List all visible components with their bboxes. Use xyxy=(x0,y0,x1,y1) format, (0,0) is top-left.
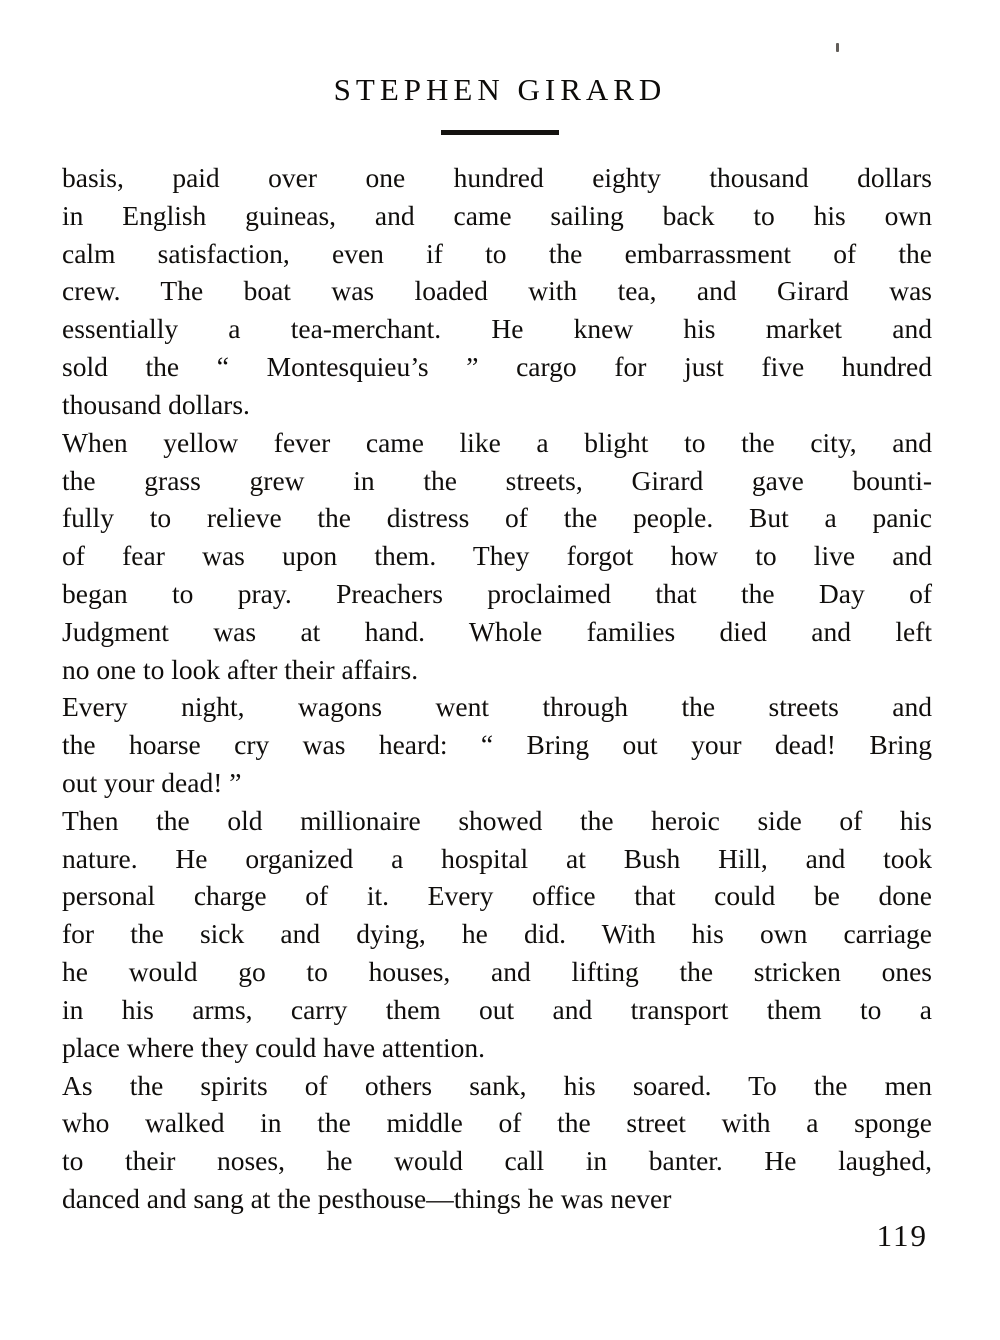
text-line: he would go to houses, and lifting the stricken ones xyxy=(62,956,932,988)
text-line: in his arms, carry them out and transport them to a xyxy=(62,993,932,1025)
text-line: As the spirits of others sank, his soared. To the men xyxy=(62,1069,932,1101)
text-line: to their noses, he would call in banter. He laughed, xyxy=(62,1145,932,1177)
text-line: Every night, wagons went through the streets and xyxy=(62,691,932,723)
text-line: place where they could have attention. xyxy=(62,1031,486,1063)
text-line: When yellow fever came like a blight to the city, and xyxy=(62,426,932,458)
text-line: began to pray. Preachers proclaimed that the Day of xyxy=(62,577,932,609)
text-line: thousand dollars. xyxy=(62,388,250,420)
text-line: the grass grew in the streets, Girard gave bounti- xyxy=(62,464,932,496)
text-line: for the sick and dying, he did. With his own carriage xyxy=(62,918,932,950)
text-line: personal charge of it. Every office that could be done xyxy=(62,880,932,912)
text-line: in English guineas, and came sailing back to his own xyxy=(62,199,932,231)
paragraph xyxy=(62,1067,932,1218)
text-line: out your dead! ” xyxy=(62,767,242,798)
text-line: calm satisfaction, even if to the embarrassment of the xyxy=(62,237,932,269)
paragraph xyxy=(62,424,932,689)
header-rule xyxy=(441,130,559,135)
text-line: crew. The boat was loaded with tea, and Girard was xyxy=(62,275,932,307)
text-line: essentially a tea-merchant. He knew his market and xyxy=(62,313,932,345)
text-line: nature. He organized a hospital at Bush Hill, and took xyxy=(62,842,932,874)
paragraph xyxy=(62,688,932,801)
paragraph xyxy=(62,802,932,1067)
page-number: 119 xyxy=(876,1218,928,1253)
body-text xyxy=(62,159,932,1218)
running-head: STEPHEN GIRARD xyxy=(333,72,667,107)
text-line: basis, paid over one hundred eighty thousand dollars xyxy=(62,162,932,193)
paragraph xyxy=(62,159,932,424)
text-line: Then the old millionaire showed the heroic side of his xyxy=(62,804,932,836)
text-line: fully to relieve the distress of the people. But a panic xyxy=(62,502,932,534)
text-line: Judgment was at hand. Whole families died and left xyxy=(62,615,932,647)
text-line: no one to look after their affairs. xyxy=(62,653,419,685)
text-line: danced and sang at the pesthouse—things he was never xyxy=(62,1182,672,1214)
text-line: of fear was upon them. They forgot how to live and xyxy=(62,540,932,572)
text-line: sold the “ Montesquieu’s ” cargo for just five hundred xyxy=(62,351,932,383)
text-line: the hoarse cry was heard: “ Bring out your dead! Bring xyxy=(62,729,932,761)
text-line: who walked in the middle of the street with a sponge xyxy=(62,1107,932,1139)
page-speck-mark xyxy=(836,43,839,52)
